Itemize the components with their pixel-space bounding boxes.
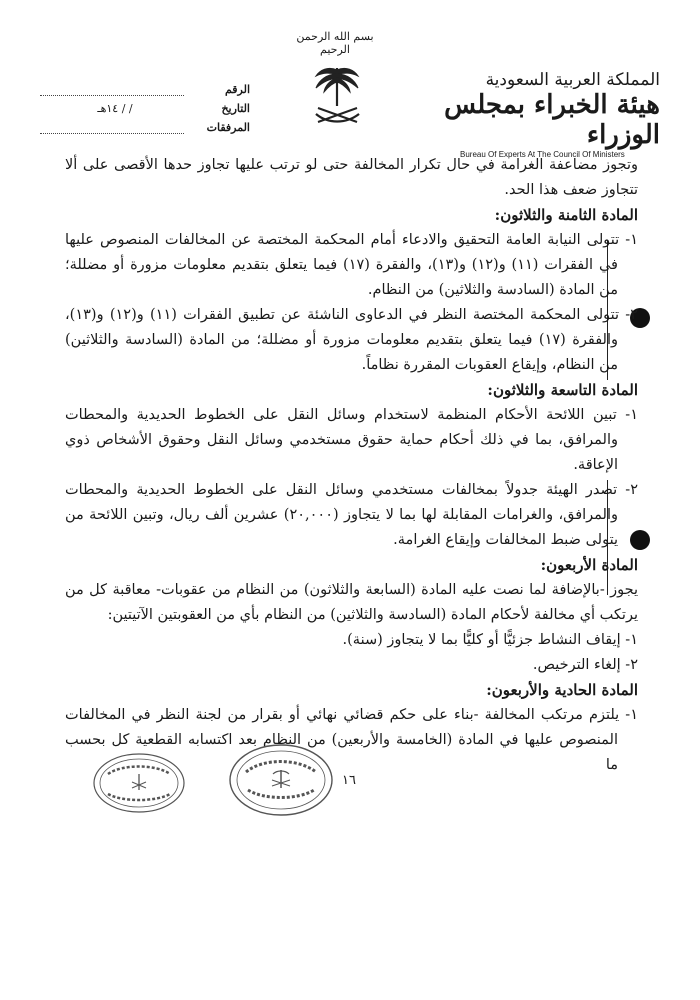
- letterhead-title: [420, 70, 660, 159]
- article-40-item-1: ١- إيقاف النشاط جزئيًّا أو كليًّا بما لا يتجاوز (سنة).: [342, 632, 638, 648]
- article-39-item-1: ١- تبين اللائحة الأحكام المنظمة لاستخدام وسائل النقل على الخطوط الحديدية والمحطات والمرافق، بما في ذلك أحكام حماية حقوق مستخدمي وسائل النقل وحقوق الأشخاص ذوي الإعاقة.: [65, 407, 638, 473]
- article-41-heading: المادة الحادية والأربعون:: [486, 681, 638, 699]
- article-41-item-1: ١- يلتزم مرتكب المخالفة -بناء على حكم قضائي نهائي أو بقرار من لجنة النظر في المخالفات المنصوص عليها في المادة (الخامسة والأربعين) من النظام بعد اكتسابه القطعية كل بحسب ما: [65, 707, 638, 773]
- intro-paragraph: وتجوز مضاعفة الغرامة في حال تكرار المخالفة حتى لو ترتب عليها تجاوز حدها الأقصى على ألا تتجاوز ضعف هذا الحد.: [65, 157, 638, 198]
- basmala-block: [295, 30, 375, 58]
- date-value: / / ١٤هـ: [97, 102, 133, 115]
- number-row: [40, 80, 250, 99]
- bureau-name: هيئة الخبراء بمجلس الوزراء: [444, 90, 660, 150]
- article-40-heading: المادة الأربعون:: [540, 556, 638, 574]
- article-39-item-2: ٢- تصدر الهيئة جدولاً بمخالفات مستخدمي وسائل النقل على الخطوط الحديدية والمحطات والمرافق، والغرامات المقابلة لها بما لا يتجاوز (٢٠,٠٠٠) عشرين ألف ريال، وتبين اللائحة من يتولى ضبط المخالفات وإيقاع الغرامة.: [65, 482, 638, 548]
- document-body: [65, 153, 638, 778]
- number-line: [40, 83, 184, 96]
- kingdom-name: المملكة العربية السعودية: [485, 70, 660, 90]
- article-40-item-2: ٢- إلغاء الترخيص.: [532, 657, 638, 673]
- bureau-name-english: Bureau Of Experts At The Council Of Ministers: [460, 150, 625, 159]
- article-38-item-1: ١- تتولى النيابة العامة التحقيق والادعاء أمام المحكمة المختصة عن المخالفات المنصوص عليها في الفقرات (١١) و(١٢) و(١٣)، والفقرة (١٧) فيما يتعلق بتقديم معلومات مزورة أو مضللة؛ من المادة (السادسة والثلاثين) من النظام.: [65, 232, 638, 298]
- secretariat-stamp-icon: [92, 752, 186, 814]
- attachments-line: [40, 121, 184, 134]
- date-row: [40, 99, 250, 118]
- article-38-heading: المادة الثامنة والثلاثون:: [494, 206, 638, 224]
- date-label: التاريخ: [221, 102, 250, 115]
- article-38-item-2: ٢- تتولى المحكمة المختصة النظر في الدعاوى الناشئة عن تطبيق الفقرات (١١) و(١٢) و(١٣)، والفقرة (١٧) فيما يتعلق بتقديم معلومات مزورة أو مضللة؛ من المادة (السادسة والثلاثين) من النظام، وإيقاع العقوبات المقررة نظاماً.: [65, 307, 638, 373]
- article-40-text: يجوز -بالإضافة لما نصت عليه المادة (السابعة والثلاثون) من النظام من عقوبات- معاقبة كل من يرتكب أي مخالفة لأحكام المادة (السادسة والثلاثين) من النظام بأي من العقوبتين الآتيتين:: [65, 582, 638, 623]
- article-39-heading: المادة التاسعة والثلاثون:: [487, 381, 638, 399]
- attachments-row: [40, 118, 250, 137]
- saudi-emblem-icon: [310, 62, 365, 132]
- number-label: الرقم: [224, 83, 250, 96]
- basmala: بسم الله الرحمن الرحيم: [296, 30, 374, 56]
- bureau-seal-icon: [228, 742, 334, 818]
- reference-block: [40, 80, 250, 137]
- attachments-label: المرفقات: [206, 121, 250, 134]
- page-number: ١٦: [342, 773, 356, 788]
